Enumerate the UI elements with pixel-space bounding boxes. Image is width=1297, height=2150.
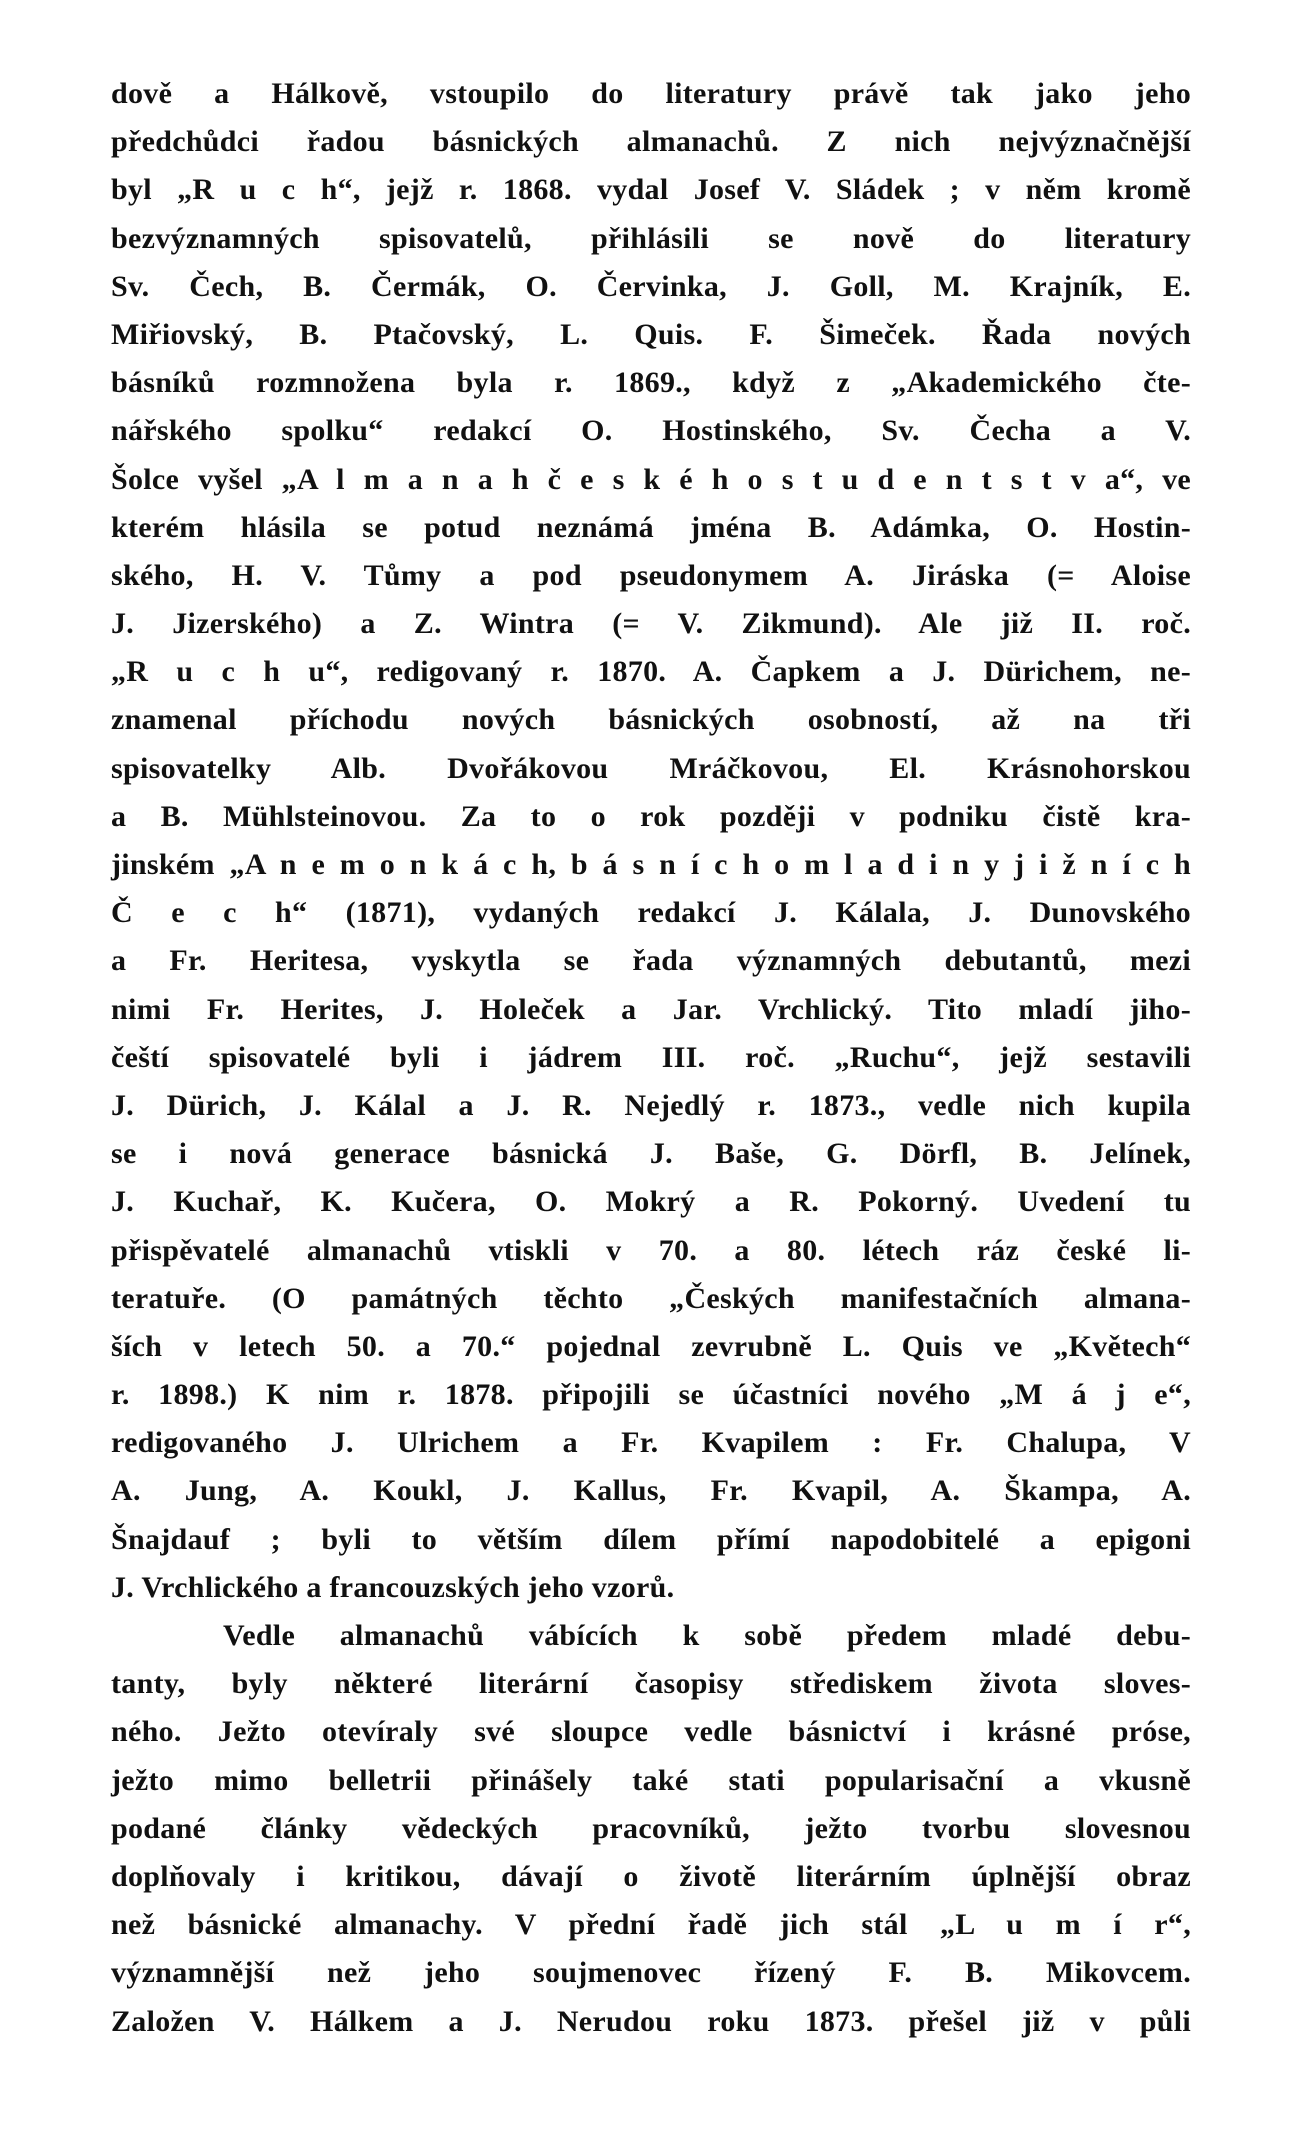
text-line: významnější než jeho soujmenovec řízený F. B. Mikovcem. <box>111 1956 1191 1990</box>
text-line: A. Jung, A. Koukl, J. Kallus, Fr. Kvapil, A. Škampa, A. <box>111 1474 1191 1508</box>
text-line: přispěvatelé almanachů vtiskli v 70. a 80. létech ráz české li- <box>111 1233 1191 1267</box>
text-line: J. Dürich, J. Kálal a J. R. Nejedlý r. 1873., vedle nich kupila <box>111 1088 1191 1122</box>
text-line: a B. Mühlsteinovou. Za to o rok později v podniku čistě kra- <box>111 799 1191 833</box>
text-line: dově a Hálkově, vstoupilo do literatury právě tak jako jeho <box>111 77 1191 110</box>
text-line: r. 1898.) K nim r. 1878. připojili se účastníci nového „M á j e“, <box>111 1378 1191 1412</box>
text-line: J. Vrchlického a francouzských jeho vzorů. <box>111 1570 675 1604</box>
text-line: tanty, byly některé literární časopisy střediskem života sloves- <box>111 1667 1191 1701</box>
text-line: byl „R u c h“, jejž r. 1868. vydal Josef V. Sládek ; v něm kromě <box>111 173 1191 207</box>
text-line: ného. Ježto otevíraly své sloupce vedle básnictví i krásné próse, <box>111 1715 1191 1749</box>
text-line: než básnické almanachy. V přední řadě jich stál „L u m í r“, <box>111 1908 1191 1942</box>
text-line: se i nová generace básnická J. Baše, G. Dörfl, B. Jelínek, <box>111 1137 1191 1171</box>
text-line: básníků rozmnožena byla r. 1869., když z „Akademického čte- <box>111 366 1191 400</box>
text-line: kterém hlásila se potud neznámá jména B. Adámka, O. Hostin- <box>111 510 1191 544</box>
paragraph-2 <box>111 1612 1191 2046</box>
text-line: nářského spolku“ redakcí O. Hostinského, Sv. Čecha a V. <box>111 414 1191 448</box>
text-line: podané články vědeckých pracovníků, ježto tvorbu slovesnou <box>111 1811 1191 1845</box>
document-page <box>111 70 1191 2046</box>
text-line: doplňovaly i kritikou, dávají o životě literárním úplnější obraz <box>111 1859 1191 1893</box>
text-line: teratuře. (O památných těchto „Českých manifestačních almana- <box>111 1281 1191 1315</box>
text-line: Založen V. Hálkem a J. Nerudou roku 1873. přešel již v půli <box>111 2004 1191 2038</box>
text-line: čeští spisovatelé byli i jádrem III. roč. „Ruchu“, jejž sestavili <box>111 1040 1191 1074</box>
text-line: Šnajdauf ; byli to větším dílem přímí napodobitelé a epigoni <box>111 1522 1191 1556</box>
text-line: ších v letech 50. a 70.“ pojednal zevrubně L. Quis ve „Květech“ <box>111 1329 1191 1363</box>
text-line: předchůdci řadou básnických almanachů. Z nich nejvýznačnější <box>111 125 1191 159</box>
text-line: ského, H. V. Tůmy a pod pseudonymem A. Jiráska (= Aloise <box>111 558 1191 592</box>
text-line: Vedle almanachů vábících k sobě předem mladé debu- <box>223 1619 1191 1652</box>
text-line: Miřiovský, B. Ptačovský, L. Quis. F. Šimeček. Řada nových <box>111 317 1191 351</box>
text-line: Šolce vyšel „A l m a n a h č e s k é h o s t u d e n t s t v a“, ve <box>111 462 1191 496</box>
text-line: redigovaného J. Ulrichem a Fr. Kvapilem : Fr. Chalupa, V <box>111 1426 1191 1460</box>
text-line: znamenal příchodu nových básnických osobností, až na tři <box>111 703 1191 737</box>
text-line: Sv. Čech, B. Čermák, O. Červinka, J. Goll, M. Krajník, E. <box>111 269 1191 303</box>
text-line: Č e c h“ (1871), vydaných redakcí J. Kálala, J. Dunovského <box>111 896 1191 930</box>
text-line: a Fr. Heritesa, vyskytla se řada významných debutantů, mezi <box>111 944 1191 978</box>
text-line: nimi Fr. Herites, J. Holeček a Jar. Vrchlický. Tito mladí jiho- <box>111 992 1191 1026</box>
text-line: jinském „A n e m o n k á c h, b á s n í c h o m l a d i n y j i ž n í c h <box>111 848 1191 881</box>
paragraph-1 <box>111 70 1191 1612</box>
text-line: bezvýznamných spisovatelů, přihlásili se nově do literatury <box>111 221 1191 255</box>
text-line: „R u c h u“, redigovaný r. 1870. A. Čapkem a J. Dürichem, ne- <box>111 655 1191 689</box>
text-line: ježto mimo belletrii přinášely také stati popularisační a vkusně <box>111 1763 1191 1797</box>
text-line: J. Kuchař, K. Kučera, O. Mokrý a R. Pokorný. Uvedení tu <box>111 1185 1191 1219</box>
text-line: spisovatelky Alb. Dvořákovou Mráčkovou, El. Krásnohorskou <box>111 751 1191 785</box>
text-line: J. Jizerského) a Z. Wintra (= V. Zikmund). Ale již II. roč. <box>111 607 1191 641</box>
